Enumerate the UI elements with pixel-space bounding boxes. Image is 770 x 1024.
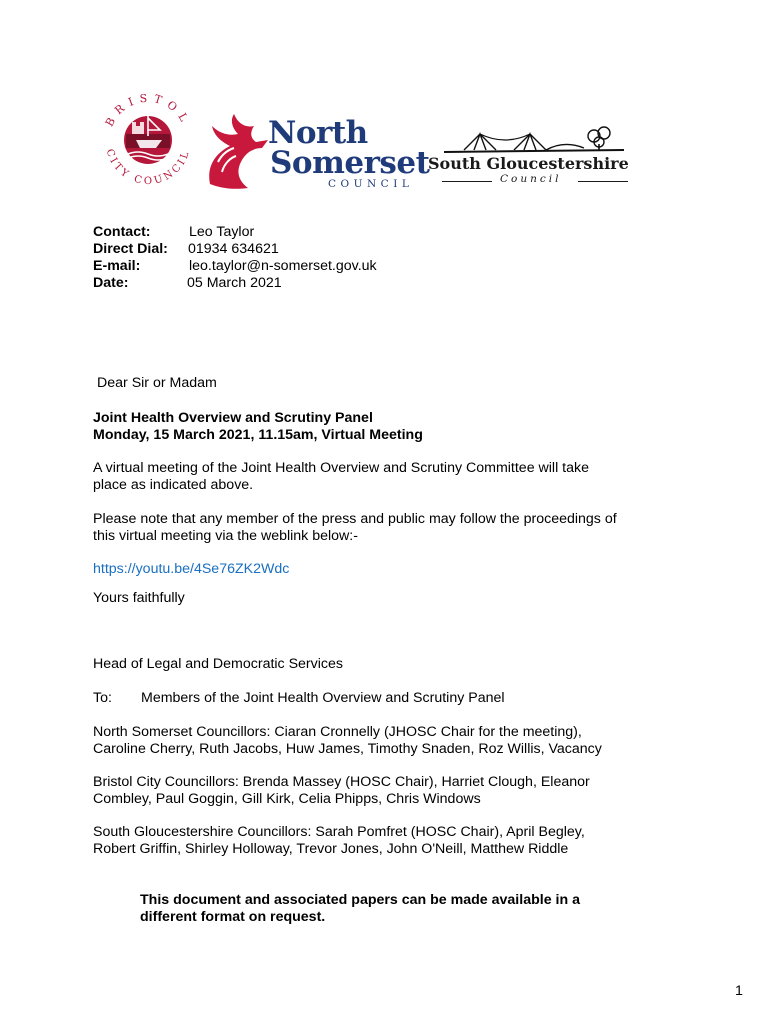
north-somerset-councillors-line-1: North Somerset Councillors: Ciaran Cronnelly (JHOSC Chair for the meeting), xyxy=(93,724,582,740)
contact-label: Contact: xyxy=(93,224,151,240)
bridge-and-trees-icon xyxy=(434,126,634,156)
paragraph-2-line-2: this virtual meeting via the weblink below:- xyxy=(93,528,358,544)
weblink[interactable]: https://youtu.be/4Se76ZK2Wdc xyxy=(93,561,290,577)
south-glos-logo-sub: Council xyxy=(500,173,562,185)
direct-dial-value: 01934 634621 xyxy=(188,241,279,257)
accessibility-notice-line-1: This document and associated papers can be made available in a xyxy=(140,892,580,908)
salutation: Dear Sir or Madam xyxy=(97,375,217,391)
north-somerset-logo-line1: North xyxy=(268,115,368,151)
south-glos-rule-right xyxy=(578,181,628,182)
meeting-date-time: Monday, 15 March 2021, 11.15am, Virtual Meeting xyxy=(93,427,423,443)
dragon-icon xyxy=(200,112,272,194)
south-glos-logo-name: South Gloucestershire xyxy=(428,154,629,173)
south-glos-rule-left xyxy=(442,181,492,182)
meeting-title: Joint Health Overview and Scrutiny Panel xyxy=(93,410,373,426)
signatory: Head of Legal and Democratic Services xyxy=(93,656,343,672)
south-glos-councillors-line-1: South Gloucestershire Councillors: Sarah Pomfret (HOSC Chair), April Begley, xyxy=(93,824,585,840)
south-gloucestershire-council-logo xyxy=(428,126,642,188)
to-label: To: xyxy=(93,690,112,706)
north-somerset-councillors-line-2: Caroline Cherry, Ruth Jacobs, Huw James, Timothy Snaden, Roz Willis, Vacancy xyxy=(93,741,602,757)
north-somerset-council-logo xyxy=(200,112,430,194)
bristol-councillors-line-1: Bristol City Councillors: Brenda Massey (HOSC Chair), Harriet Clough, Eleanor xyxy=(93,774,590,790)
north-somerset-logo-line3: COUNCIL xyxy=(328,178,414,190)
email-value[interactable]: leo.taylor@n-somerset.gov.uk xyxy=(189,258,377,274)
contact-value: Leo Taylor xyxy=(189,224,255,240)
bristol-logo-text-top: BRISTOL xyxy=(102,91,194,129)
bristol-logo-text-bottom: CITY COUNCIL xyxy=(103,147,193,188)
accessibility-notice-line-2: different format on request. xyxy=(140,909,326,925)
bristol-city-council-logo xyxy=(96,86,200,190)
closing: Yours faithfully xyxy=(93,590,185,606)
paragraph-1-line-1: A virtual meeting of the Joint Health Overview and Scrutiny Committee will take xyxy=(93,460,589,476)
paragraph-1-line-2: place as indicated above. xyxy=(93,477,254,493)
email-label: E-mail: xyxy=(93,258,141,274)
date-label: Date: xyxy=(93,275,129,291)
direct-dial-label: Direct Dial: xyxy=(93,241,168,257)
page-number: 1 xyxy=(735,983,743,999)
paragraph-2-line-1: Please note that any member of the press and public may follow the proceedings of xyxy=(93,511,617,527)
north-somerset-logo-line2: Somerset xyxy=(270,145,430,181)
to-value: Members of the Joint Health Overview and Scrutiny Panel xyxy=(141,690,505,706)
south-glos-councillors-line-2: Robert Griffin, Shirley Holloway, Trevor Jones, John O'Neill, Matthew Riddle xyxy=(93,841,569,857)
bristol-councillors-line-2: Combley, Paul Goggin, Gill Kirk, Celia Phipps, Chris Windows xyxy=(93,791,481,807)
date-value: 05 March 2021 xyxy=(187,275,282,291)
